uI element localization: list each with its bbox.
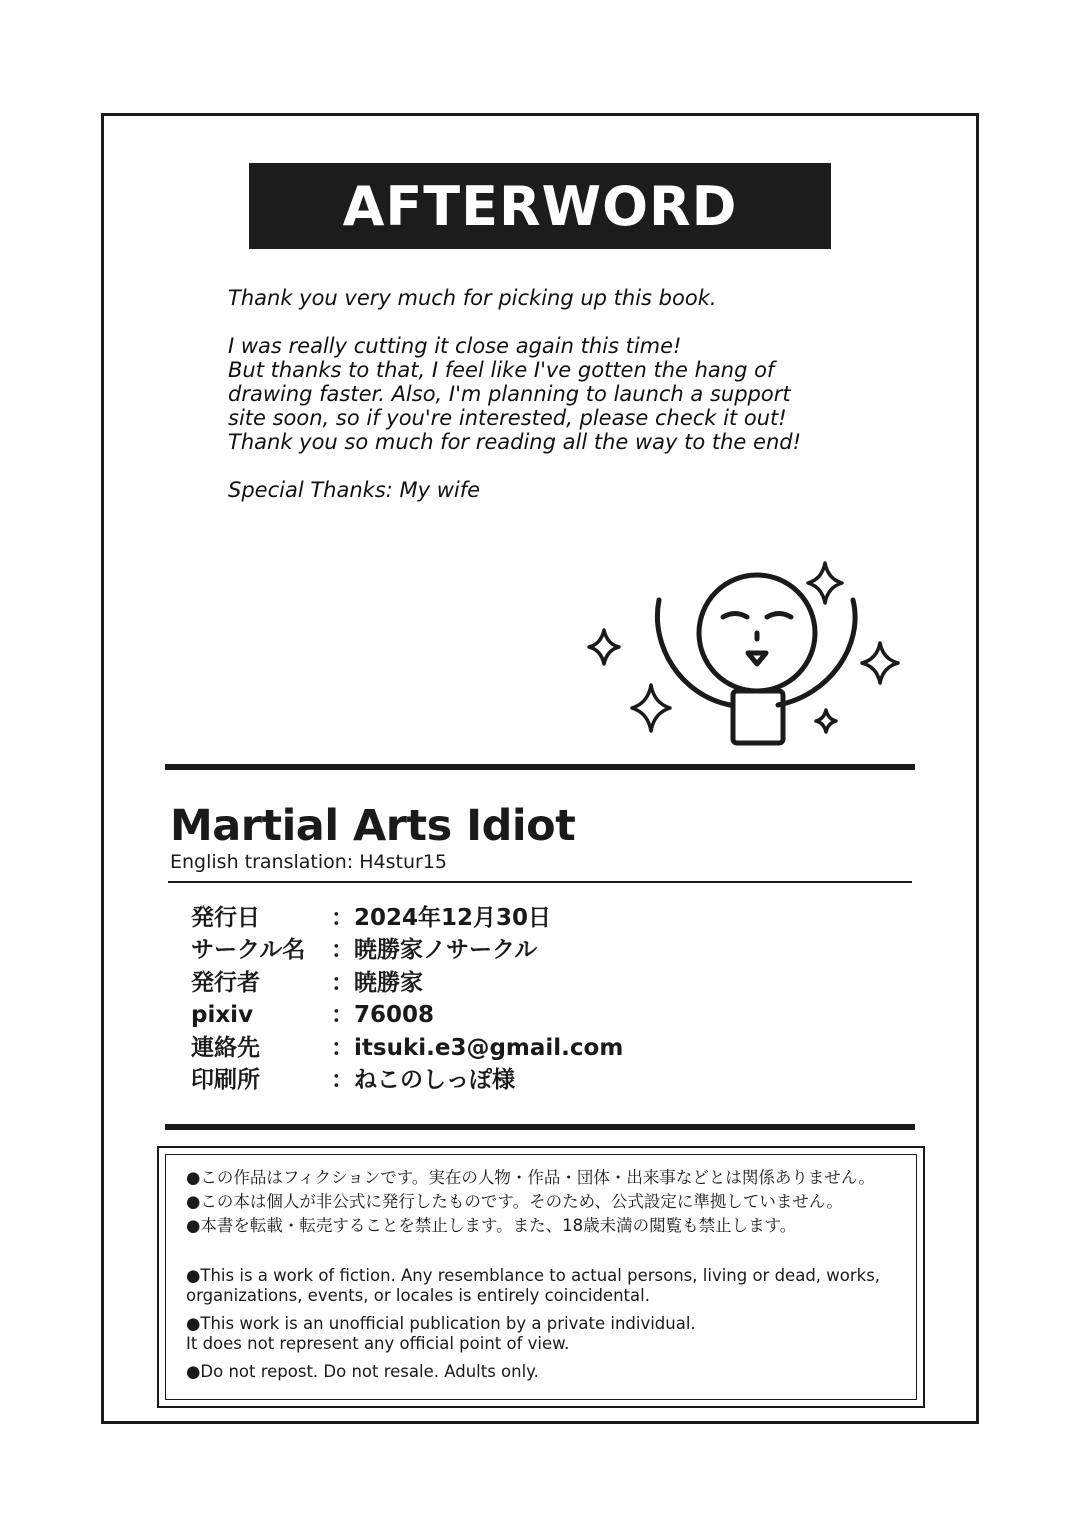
- afterword-banner: [249, 163, 831, 249]
- colophon-value: ：暁勝家: [331, 970, 423, 996]
- translation-credit: English translation: H4stur15: [170, 851, 448, 873]
- book-title: Martial Arts Idiot: [170, 801, 576, 851]
- sparkle-icon: [808, 563, 842, 603]
- colophon-label: 発行日: [191, 905, 260, 931]
- colophon-label: 連絡先: [191, 1035, 260, 1061]
- colophon-value: ：ねこのしっぽ様: [331, 1067, 515, 1093]
- notice-jp: ●この作品はフィクションです。実在の人物・作品・団体・出来事などとは関係ありません。: [186, 1168, 875, 1187]
- colophon-label: 印刷所: [191, 1067, 260, 1093]
- afterword-para-line: drawing faster. Also, I'm planning to launch a support: [228, 382, 791, 406]
- sparkle-icon: [816, 710, 836, 732]
- divider: [168, 881, 912, 883]
- afterword-line-1: Thank you very much for picking up this book.: [228, 286, 717, 310]
- notice-en: It does not represent any official point of view.: [186, 1334, 570, 1353]
- divider: [165, 1124, 915, 1130]
- colophon-value: ：2024年12月30日: [331, 905, 552, 931]
- sparkle-icon: [589, 630, 619, 664]
- notice-en: ●This is a work of fiction. Any resemblance to actual persons, living or dead, works,: [186, 1266, 881, 1285]
- notice-jp: ●この本は個人が非公式に発行したものです。そのため、公式設定に準拠していません。: [186, 1192, 843, 1211]
- colophon-label: サークル名: [191, 937, 306, 963]
- afterword-para-line: But thanks to that, I feel like I've gotten the hang of: [228, 358, 775, 382]
- afterword-heading: AFTERWORD: [342, 174, 738, 238]
- colophon-value: ：itsuki.e3@gmail.com: [331, 1035, 624, 1061]
- colophon-value: ：暁勝家ノサークル: [331, 937, 538, 963]
- sparkle-icon: [632, 685, 670, 731]
- notice-en: ●Do not repost. Do not resale. Adults only.: [186, 1362, 539, 1381]
- afterword-para-line: Thank you so much for reading all the way to the end!: [228, 430, 801, 454]
- sparkle-icon: [862, 643, 898, 683]
- colophon-label: pixiv: [191, 1002, 254, 1028]
- notice-en: organizations, events, or locales is entirely coincidental.: [186, 1286, 650, 1305]
- colophon-value: ：76008: [331, 1002, 435, 1028]
- divider: [165, 764, 915, 770]
- afterword-para-line: site soon, so if you're interested, please check it out!: [228, 406, 787, 430]
- afterword-para-line: I was really cutting it close again this time!: [228, 334, 682, 358]
- cheering-character-icon: [580, 555, 910, 755]
- notice-en: ●This work is an unofficial publication by a private individual.: [186, 1314, 696, 1333]
- colophon-label: 発行者: [191, 970, 260, 996]
- notice-jp: ●本書を転載・転売することを禁止します。また、18歳未満の閲覧も禁止します。: [186, 1216, 797, 1235]
- special-thanks: Special Thanks: My wife: [228, 478, 481, 502]
